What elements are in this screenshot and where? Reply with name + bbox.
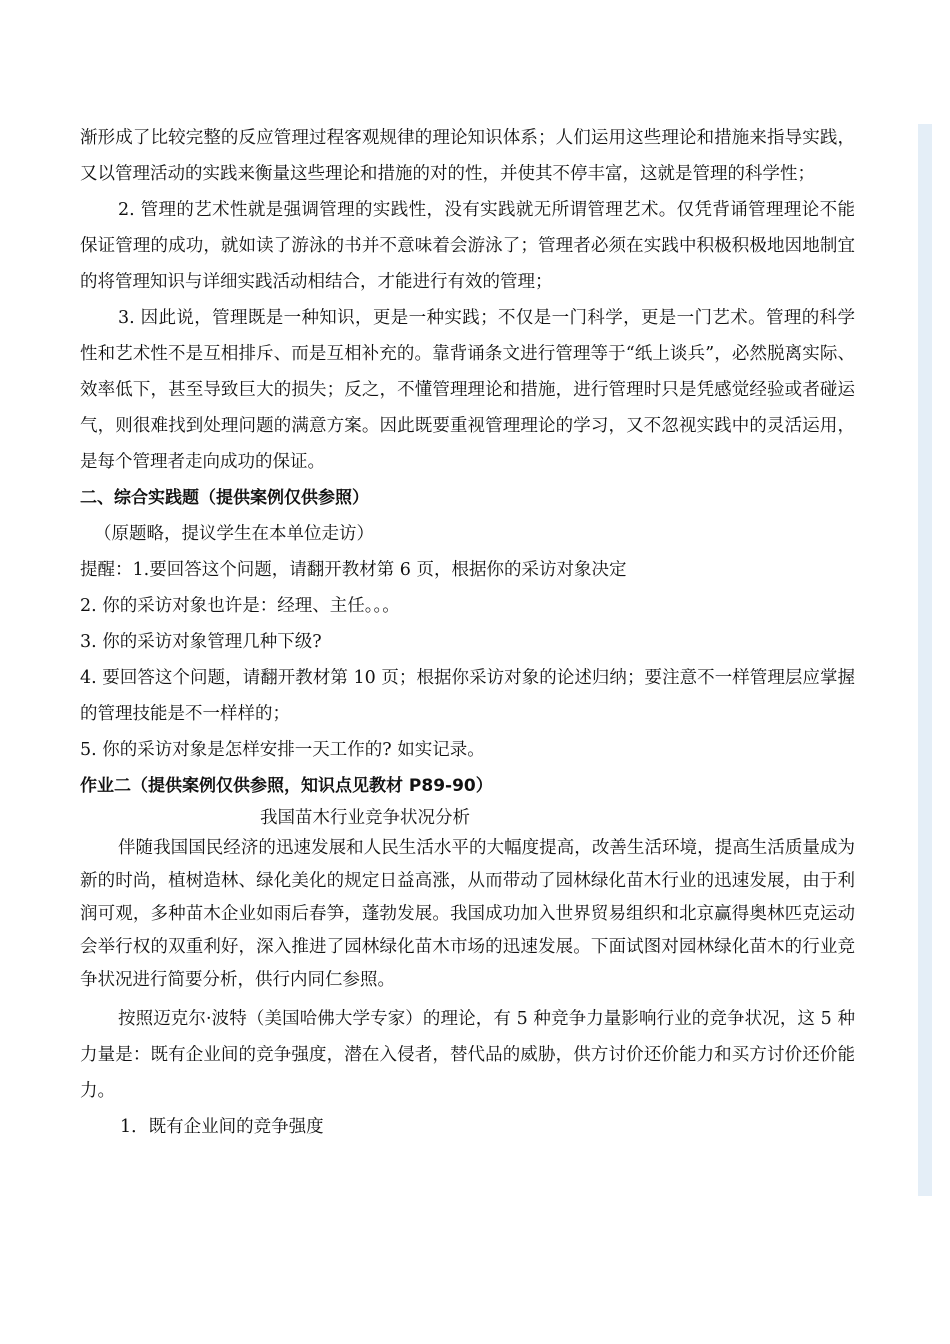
paragraph-conclusion: 3. 因此说，管理既是一种知识，更是一种实践；不仅是一门科学，更是一门艺术。管理的科学性和艺术性不是互相排斥、而是互相补充的。靠背诵条文进行管理等于“纸上谈兵”，必然脱离实际、效率低下，甚至导致巨大的损失；反之，不懂管理理论和措施，进行管理时只是凭感觉经验或者碰运气，则很难找到处理问题的满意方案。因此既要重视管理理论的学习，又不忽视实践中的灵活运用，是每个管理者走向成功的保证。 [80, 308, 855, 472]
tip-line-3: 3. 你的采访对象管理几种下级? [80, 632, 322, 652]
document-body [80, 120, 855, 1145]
scroll-indicator-bar [918, 124, 932, 1196]
paragraph-porter: 按照迈克尔·波特（美国哈佛大学专家）的理论，有 5 种竞争力量影响行业的竞争状况，这 5 种力量是：既有企业间的竞争强度，潜在入侵者，替代品的威胁，供方讨价还价能力和买方讨价还价能力。 [80, 1009, 855, 1101]
paragraph-art: 2. 管理的艺术性就是强调管理的实践性，没有实践就无所谓管理艺术。仅凭背诵管理理论不能保证管理的成功，就如读了游泳的书并不意味着会游泳了；管理者必须在实践中积极积极地因地制宜的将管理知识与详细实践活动相结合，才能进行有效的管理； [80, 200, 855, 292]
list-item-competition: 1．既有企业间的竞争强度 [120, 1117, 324, 1137]
section-heading-practice: 二、综合实践题（提供案例仅供参照） [80, 488, 369, 508]
tip-line-2: 2. 你的采访对象也许是：经理、主任。。。 [80, 596, 400, 616]
paragraph-science: 渐形成了比较完整的反应管理过程客观规律的理论知识体系；人们运用这些理论和措施来指导实践，又以管理活动的实践来衡量这些理论和措施的对的性，并使其不停丰富，这就是管理的科学性； [80, 128, 855, 184]
paragraph-intro: 伴随我国国民经济的迅速发展和人民生活水平的大幅度提高，改善生活环境，提高生活质量成为新的时尚，植树造林、绿化美化的规定日益高涨，从而带动了园林绿化苗木行业的迅速发展，由于利润可观，多种苗木企业如雨后春笋，蓬勃发展。我国成功加入世界贸易组织和北京赢得奥林匹克运动会举行权的双重利好，深入推进了园林绿化苗木市场的迅速发展。下面试图对园林绿化苗木的行业竞争状况进行简要分析，供行内同仁参照。 [80, 838, 855, 990]
article-title: 我国苗木行业竞争状况分析 [260, 808, 470, 828]
tip-line-4: 4. 要回答这个问题，请翻开教材第 10 页；根据你采访对象的论述归纳；要注意不一样管理层应掌握的管理技能是不一样样的； [80, 668, 855, 724]
tip-line-1: 提醒：1.要回答这个问题，请翻开教材第 6 页，根据你的采访对象决定 [80, 560, 627, 580]
practice-note: （原题略，提议学生在本单位走访） [94, 524, 374, 544]
section-heading-homework2: 作业二（提供案例仅供参照，知识点见教材 P89-90） [80, 776, 493, 796]
tip-line-5: 5. 你的采访对象是怎样安排一天工作的? 如实记录。 [80, 740, 485, 760]
